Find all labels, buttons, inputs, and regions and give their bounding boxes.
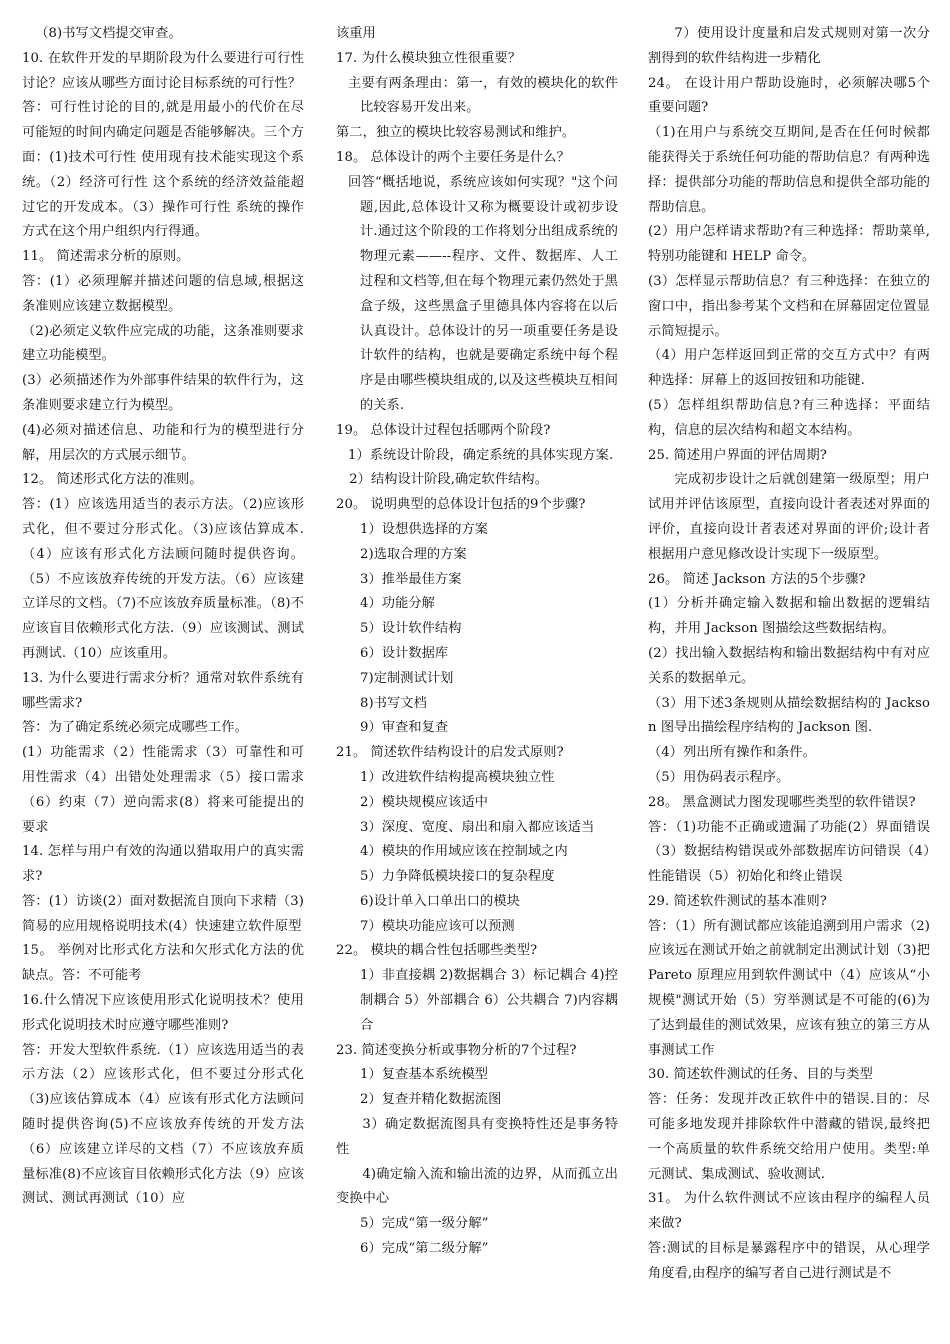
paragraph: 4）功能分解 — [360, 596, 435, 612]
paragraph: 5）力争降低模块接口的复杂程度 — [360, 869, 555, 885]
paragraph: (2）找出输入数据结构和输出数据结构中有对应关系的数据单元。 — [648, 645, 930, 686]
paragraph: 答：任务：发现并改正软件中的错误.目的：尽可能多地发现并排除软件中潜藏的错误,最终把一个高质量的软件系统交给用户使用。类型:单元测试、集成测试、验收测试. — [648, 1092, 930, 1182]
paragraph: (3）必须描述作为外部事件结果的软件行为，这条准则要求建立行为模型。 — [22, 373, 304, 413]
paragraph: 7）模块功能应该可以预测 — [360, 918, 515, 934]
paragraph: 答：（1）所有测试都应该能追溯到用户需求（2)应该远在测试开始之前就制定出测试计划（3)把 Pareto 原理应用到软件测试中（4）应该从“小规模"测试开始（5）穷举测试是不可能的(6)为了达到最佳的测试效果，应该有独立的第三方从事测试工作 — [648, 918, 930, 1058]
paragraph: 1）设想供选择的方案 — [360, 521, 489, 537]
paragraph: 4)确定输入流和输出流的边界，从而孤立出变换中心 — [336, 1166, 618, 1207]
paragraph: 第二，独立的模块比较容易测试和维护。 — [336, 125, 576, 141]
paragraph: 4）模块的作用域应该在控制域之内 — [360, 844, 568, 860]
paragraph: 28。 黑盒测试力图发现哪些类型的软件错误? — [648, 794, 916, 810]
paragraph: 3）推举最佳方案 — [360, 571, 462, 587]
paragraph: 3）确定数据流图具有变换特性还是事务特性 — [336, 1117, 618, 1157]
paragraph: 20。 说明典型的总体设计包括的9个步骤? — [336, 497, 586, 513]
paragraph: 1）复查基本系统模型 — [360, 1067, 489, 1083]
text-column-middle — [336, 22, 618, 1262]
paragraph: 18。 总体设计的两个主要任务是什么？ — [336, 149, 570, 165]
paragraph: 10. 在软件开发的早期阶段为什么要进行可行性讨论？应该从哪些方面讨论目标系统的可行性？ — [22, 50, 304, 91]
paragraph: 13. 为什么要进行需求分析？通常对软件系统有哪些需求? — [22, 670, 304, 711]
paragraph: 1）系统设计阶段，确定系统的具体实现方案. — [348, 447, 614, 463]
paragraph: （8)书写文档提交审查。 — [35, 26, 182, 41]
paragraph: 21。 简述软件结构设计的启发式原则? — [336, 745, 564, 761]
paragraph: 答：（1)功能不正确或遗漏了功能(2）界面错误（3）数据结构错误或外部数据库访问错误（4）性能错误（5）初始化和终止错误 — [648, 819, 930, 885]
paragraph: (3）怎样显示帮助信息？有三种选择：在独立的窗口中，指出参考某个文档和在屏幕固定位置显示简短提示。 — [648, 273, 930, 339]
paragraph: 12。 简述形式化方法的准则。 — [22, 472, 203, 488]
paragraph: 26。 简述 Jackson 方法的5个步骤? — [648, 571, 866, 587]
paragraph: 答：(1）访谈(2）面对数据流自顶向下求精（3)简易的应用规格说明技术(4）快速建立软件原型 — [22, 893, 304, 934]
paragraph: (1）功能需求（2）性能需求（3）可靠性和可用性需求（4）出错处处理需求（5）接口需求（6）约束（7）逆向需求(8）将来可能提出的要求 — [22, 745, 304, 835]
paragraph: 2）模块规模应该适中 — [360, 794, 489, 810]
paragraph: 7）使用设计度量和启发式规则对第一次分割得到的软件结构进一步精化 — [648, 26, 930, 66]
paragraph: 6)设计单入口单出口的模块 — [360, 893, 520, 909]
paragraph: 22。 模块的耦合性包括哪些类型? — [336, 943, 538, 959]
paragraph: 24。 在设计用户帮助设施时，必须解决哪5个重要问题? — [648, 75, 930, 116]
paragraph: 30. 简述软件测试的任务、目的与类型 — [648, 1067, 873, 1083]
paragraph: 2)选取合理的方案 — [360, 546, 467, 562]
paragraph: 答：可行性讨论的目的,就是用最小的代价在尽可能短的时间内确定问题是否能够解决。三个方面：(1)技术可行性 使用现有技术能实现这个系统。（2）经济可行性 这个系统的经济效益能超过它的开发成本。（3）操作可行性 系统的操作方式在这个用户组织内行得通。 — [22, 100, 304, 240]
paragraph: 2）复查并精化数据流图 — [360, 1092, 502, 1108]
paragraph: 29. 简述软件测试的基本准则? — [648, 893, 827, 909]
paragraph: 5）设计软件结构 — [360, 621, 462, 637]
paragraph: 11。 简述需求分析的原则。 — [22, 249, 190, 265]
paragraph: 6）设计数据库 — [360, 645, 449, 661]
paragraph: 1）改进软件结构提高模块独立性 — [360, 769, 555, 785]
paragraph: （2)必须定义软件应完成的功能，这条准则要求建立功能模型。 — [22, 323, 304, 364]
paragraph: （1)在用户与系统交互期间,是否在任何时候都能获得关于系统任何功能的帮助信息？有两种选择：提供部分功能的帮助信息和提供全部功能的帮助信息。 — [648, 125, 930, 215]
paragraph: 该重用 — [336, 26, 376, 41]
paragraph: 主要有两条理由：第一，有效的模块化的软件比较容易开发出来。 — [348, 75, 618, 116]
paragraph: 答：开发大型软件系统.（1）应该选用适当的表示方法（2）应该形式化，但不要过分形式化（3)应该估算成本（4）应该有形式化方法顾问随时提供咨询(5)不应该放弃传统的开发方法（6）应该建立详尽的文档（7）不应该放弃质量标准(8)不应该盲目依赖形式化方法（9）应该测试、测试再测试（10）应 — [22, 1042, 304, 1207]
text-column-left — [22, 22, 304, 1212]
paragraph: 3）深度、宽度、扇出和扇入都应该适当 — [360, 819, 595, 835]
paragraph: 答:测试的目标是暴露程序中的错误，从心理学角度看,由程序的编写者自己进行测试是不 — [648, 1241, 930, 1281]
paragraph: 16.什么情况下应该使用形式化说明技术？使用形式化说明技术时应遵守哪些准则? — [22, 993, 304, 1033]
paragraph: 19。 总体设计过程包括哪两个阶段? — [336, 422, 551, 438]
paragraph: （4）列出所有操作和条件。 — [648, 745, 816, 761]
paragraph: 完成初步设计之后就创建第一级原型；用户试用并评估该原型，直接向设计者表述对界面的评价，直接向设计者表述对界面的评价;设计者根据用户意见修改设计实现下一级原型。 — [648, 472, 930, 562]
paragraph: 2）结构设计阶段,确定软件结构。 — [349, 472, 548, 488]
paragraph: (2）用户怎样请求帮助?有三种选择：帮助菜单,特别功能键和 HELP 命令。 — [648, 224, 930, 265]
paragraph: （3）用下述3条规则从描绘数据结构的 Jackson 图导出描绘程序结构的 Jackson 图. — [648, 695, 930, 736]
paragraph: (1）分析并确定输入数据和输出数据的逻辑结构，并用 Jackson 图描绘这些数据结构。 — [648, 596, 930, 637]
paragraph: 14. 怎样与用户有效的沟通以猎取用户的真实需求? — [22, 844, 304, 885]
text-column-right — [648, 22, 930, 1287]
paragraph: 5）完成“第一级分解” — [360, 1216, 489, 1232]
paragraph: 6）完成“第二级分解” — [360, 1241, 489, 1257]
paragraph: 1）非直接耦 2)数据耦合 3）标记耦合 4)控制耦合 5）外部耦合 6）公共耦合 7)内容耦合 — [360, 968, 618, 1033]
paragraph: 17. 为什么模块独立性很重要？ — [336, 50, 522, 66]
paragraph: (4)必须对描述信息、功能和行为的模型进行分解，用层次的方式展示细节。 — [22, 422, 304, 463]
paragraph: 8)书写文档 — [360, 695, 427, 711]
paragraph: 答：为了确定系统必须完成哪些工作。 — [22, 720, 248, 736]
paragraph: 9）审查和复查 — [360, 720, 449, 736]
paragraph: 31。 为什么软件测试不应该由程序的编程人员来做? — [648, 1191, 930, 1232]
paragraph: 答：(1）必须理解并描述问题的信息域,根据这条准则应该建立数据模型。 — [22, 273, 304, 314]
paragraph: （5）用伪码表示程序。 — [648, 769, 790, 785]
paragraph: (5）怎样组织帮助信息?有三种选择：平面结构，信息的层次结构和超文本结构。 — [648, 397, 930, 438]
paragraph: 15。 举例对比形式化方法和欠形式化方法的优缺点。答：不可能考 — [22, 943, 304, 984]
paragraph: （4）用户怎样返回到正常的交互方式中？有两种选择：屏幕上的返回按钮和功能键. — [648, 348, 930, 389]
paragraph: 回答“概括地说，系统应该如何实现？"这个问题,因此,总体设计又称为概要设计或初步设计.通过这个阶段的工作将划分出组成系统的物理元素——--程序、文件、数据库、人工过程和文档等,但在每个物理元素仍然处于黑盒子级，这些黑盒子里德具体内容将在以后认真设计。总体设计的另一项重要任务是设计软件的结构，也就是要确定系统中每个程序是由哪些模块组成的,以及这些模块互相间的关系. — [348, 174, 618, 413]
paragraph: 7)定制测试计划 — [360, 670, 454, 686]
paragraph: 23. 简述变换分析或事物分析的7个过程? — [336, 1042, 577, 1058]
paragraph: 答：(1）应该选用适当的表示方法。（2)应该形式化，但不要过分形式化。（3)应该估算成本.（4）应该有形式化方法顾问随时提供咨询。（5）不应该放弃传统的开发方法。（6）应该建立详尽的文档。（7)不应该放弃质量标准。（8)不应该盲目依赖形式化方法.（9）应该测试、测试再测试.（10）应该重用。 — [22, 497, 304, 661]
paragraph: 25. 简述用户界面的评估周期? — [648, 447, 827, 463]
